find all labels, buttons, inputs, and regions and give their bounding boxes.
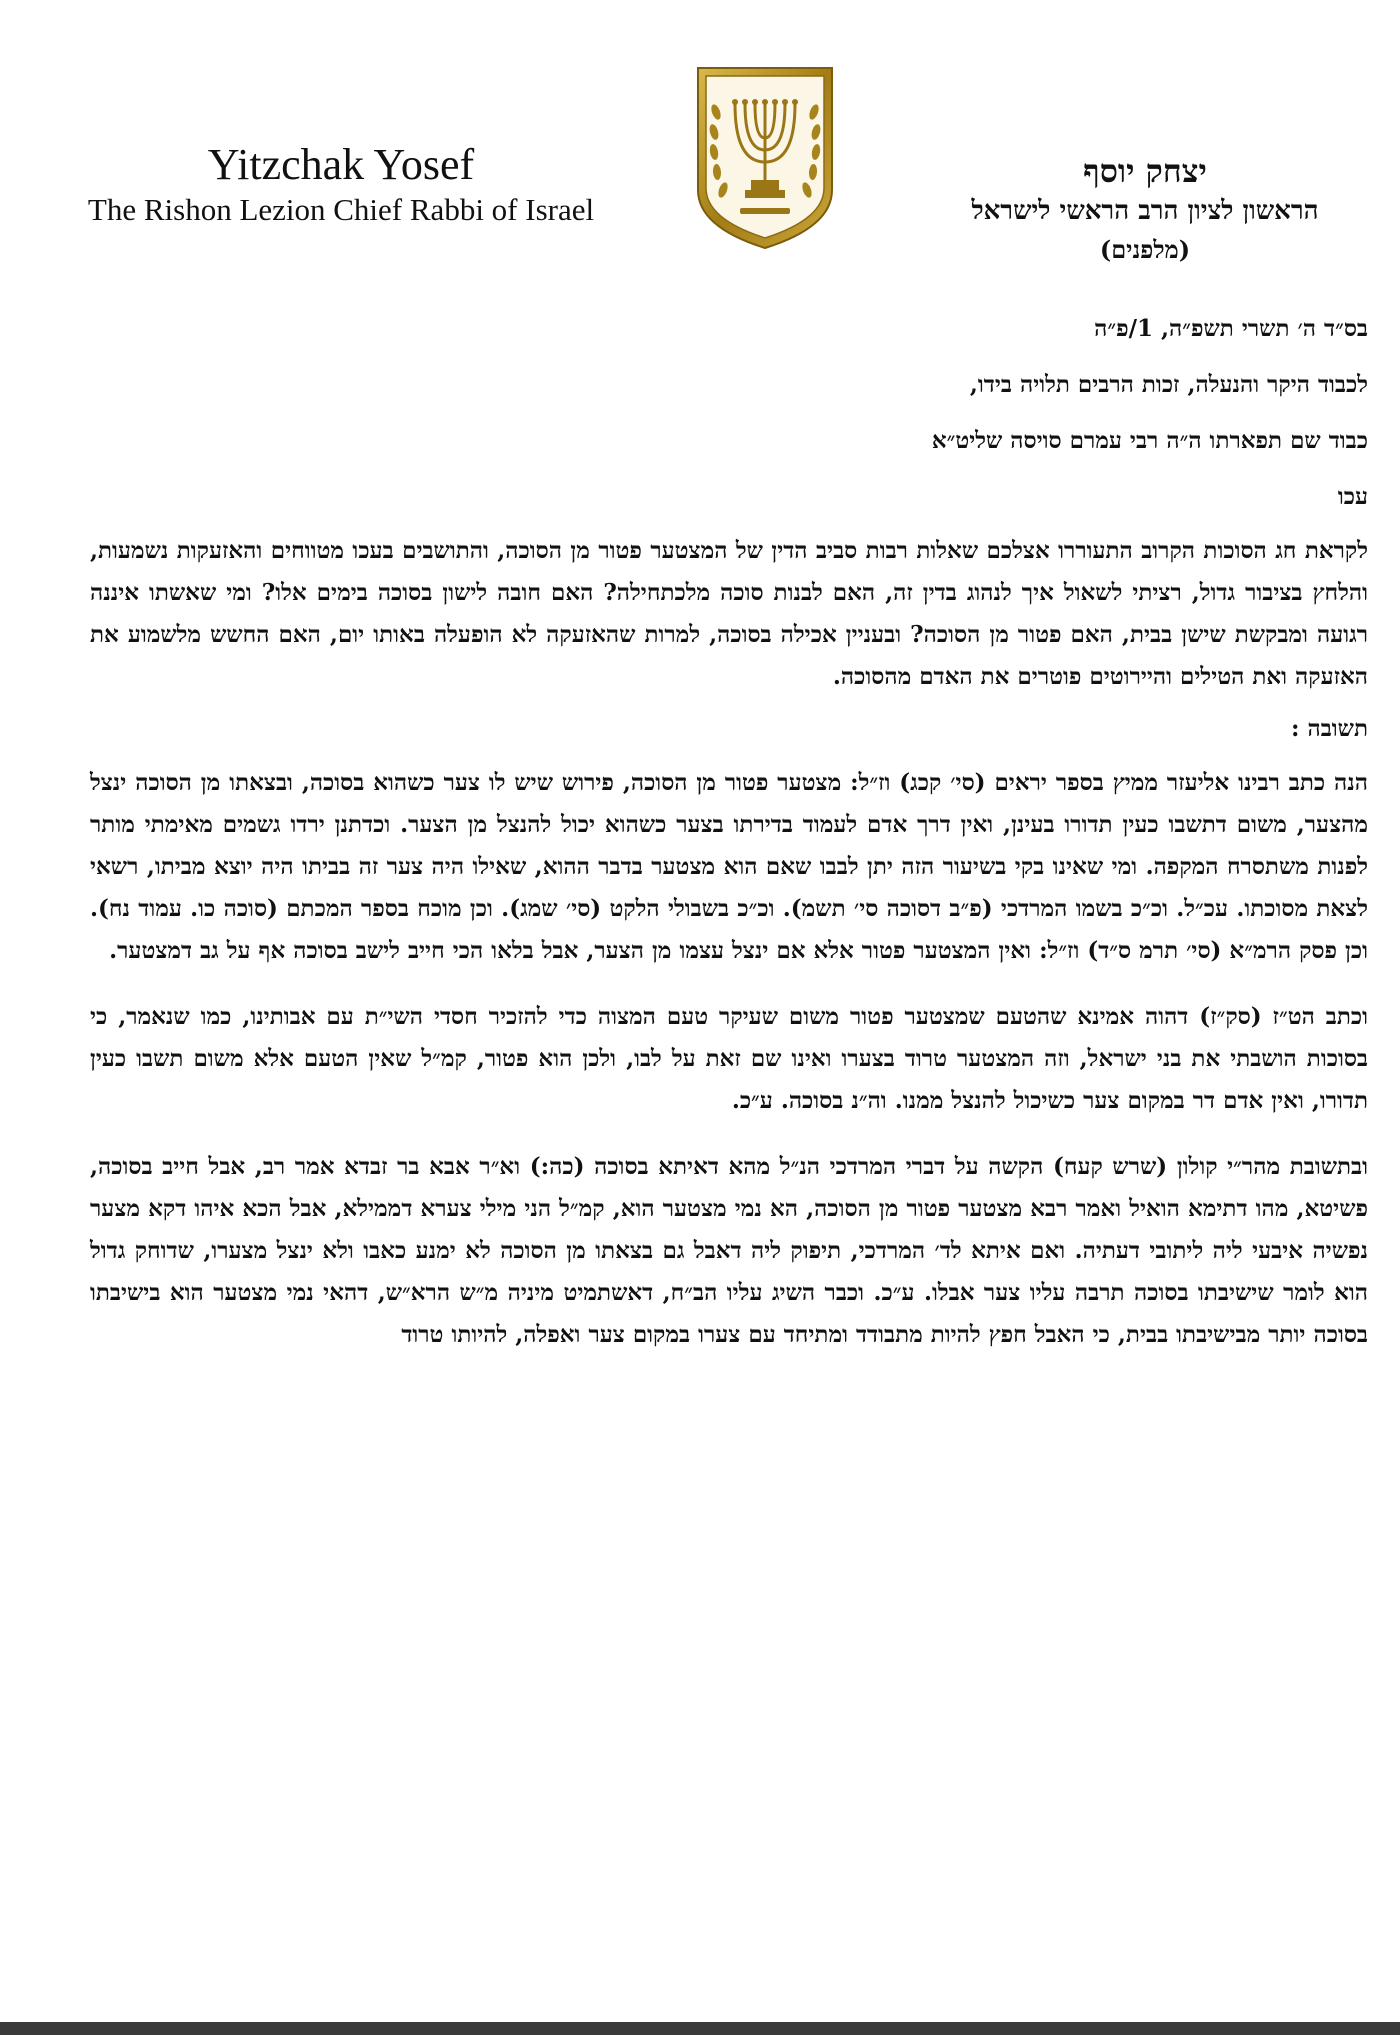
letter-body — [90, 308, 1368, 1356]
english-letterhead — [56, 140, 626, 228]
english-title: The Rishon Lezion Chief Rabbi of Israel — [87, 192, 595, 227]
hebrew-name: יצחק יוסף — [1083, 152, 1207, 190]
greeting-line-3: עכו — [1337, 483, 1368, 510]
greeting-line-2 — [90, 420, 1368, 462]
answer-paragraph-3: ובתשובת מהר״י קולון (שרש קעח) הקשה על דברי המרדכי הנ״ל מהא דאיתא בסוכה (כה:) וא״ר אבא בר זבדא אמר רב, אבל חייב בסוכה, פשיטא, מהו דתימא הואיל ואמר רבא מצטער פטור מן הסוכה, הא נמי מצטער הוא, קמ״ל הני מילי צערא דממילא, אבל הכא איהו דקא מצער נפשיה איבעי ליה ליתובי דעתיה. ואם איתא לד׳ המרדכי, תיפוק ליה דאבל גם בצאתו מן הסוכה לא ימנע כאבו ולא ינצל מצערו, שדוחק גדול הוא לומר שישיבתו בסוכה תרבה עליו צער אבלו. ע״כ. וכבר השיג עליו הב״ח, דאשתמיט מיניה מ״ש הרא״ש, דהאי נמי מצטער הוא בישיבתו בסוכה יותר מבישיבתו בבית, כי האבל חפץ להיות מתבודד ומתיחד עם צערו במקום צער ואפלה, להיותו טרוד — [90, 1153, 1368, 1348]
hebrew-title: הראשון לציון הרב הראשי לישראל — [971, 196, 1319, 226]
answer-paragraph-2: וכתב הט״ז (סק״ז) דהוה אמינא שהטעם שמצטער פטור משום שעיקר טעם המצוה כדי להזכיר חסדי השי״ת עם אבותינו, כמו שנאמר, כי בסוכות הושבתי את בני ישראל, וזה המצטער טרוד בצערו ואינו שם זאת על לבו, ולכן הוא פטור, קמ״ל שאין הטעם אלא משום תשבו כעין תדורו, ואין אדם דר במקום צער כשיכול להנצל ממנו. וה״נ בסוכה. ע״כ. — [90, 1003, 1368, 1114]
greeting-line-1: לכבוד היקר והנעלה, זכות הרבים תלויה בידו, — [969, 371, 1368, 398]
question-paragraph: לקראת חג הסוכות הקרוב התעוררו אצלכם שאלות רבות סביב הדין של המצטער פטור מן הסוכה, והתושבים בעכו מטווחים והאזעקות נשמעות, והלחץ בציבור גדול, רציתי לשאול איך לנהוג בדין זה, האם לבנות סוכה מלכתחילה? האם חובה לישון בסוכה בימים אלו? ומי שאשתו איננה רגועה ומבקשת שישן בבית, האם פטור מן הסוכה? ובעניין אכילה בסוכה, למרות שהאזעקה לא הופעלה באותו יום, האם החשש מלשמוע את האזעקה ואת הטילים והיירוטים פוטרים את האדם מהסוכה. — [90, 537, 1369, 690]
israel-emblem — [690, 62, 840, 252]
answer-label: תשובה : — [1290, 715, 1368, 742]
greeting-suffix: שליט״א — [931, 427, 1011, 454]
recipient-name: עמרם סויסה — [1010, 427, 1122, 454]
date-line: בס״ד ה׳ תשרי תשפ״ה, 1/פ״ה — [1094, 315, 1368, 342]
english-name: Yitzchak Yosef — [207, 140, 475, 189]
page-bottom-edge — [0, 2022, 1400, 2035]
answer-paragraph-1: הנה כתב רבינו אליעזר ממיץ בספר יראים (סי׳ קכג) וז״ל: מצטער פטור מן הסוכה, פירוש שיש לו צער כשהוא בסוכה, ובצאתו מן הסוכה ינצל מהצער, משום דתשבו כעין תדורו בעינן, ואין דרך אדם לעמוד בדירתו בצער כשהוא יכול להנצל מן הצער. וכדתנן ירדו גשמים מאימתי מותר לפנות משתסרח המקפה. ומי שאינו בקי בשיעור הזה יתן לבבו שאם הוא מצטער בדבר ההוא, שאילו היה צער זה בביתו היה יוצא מביתו, רשאי לצאת מסוכתו. עכ״ל. וכ״כ בשמו המרדכי (פ״ב דסוכה סי׳ תשמ). וכ״כ בשבולי הלקט (סי׳ שמג). וכן מוכח בספר המכתם (סוכה כו. עמוד נח). וכן פסק הרמ״א (סי׳ תרמ ס״ד) וז״ל: ואין המצטער פטור אלא אם ינצל עצמו מן הצער, אבל בלאו הכי חייב לישב בסוכה אף על גב דמצטער. — [90, 769, 1368, 964]
greeting-prefix: כבוד שם תפארתו ה״ה רבי — [1121, 427, 1368, 454]
hebrew-subtitle: (מלפנים) — [1099, 235, 1191, 264]
hebrew-letterhead — [900, 150, 1390, 270]
